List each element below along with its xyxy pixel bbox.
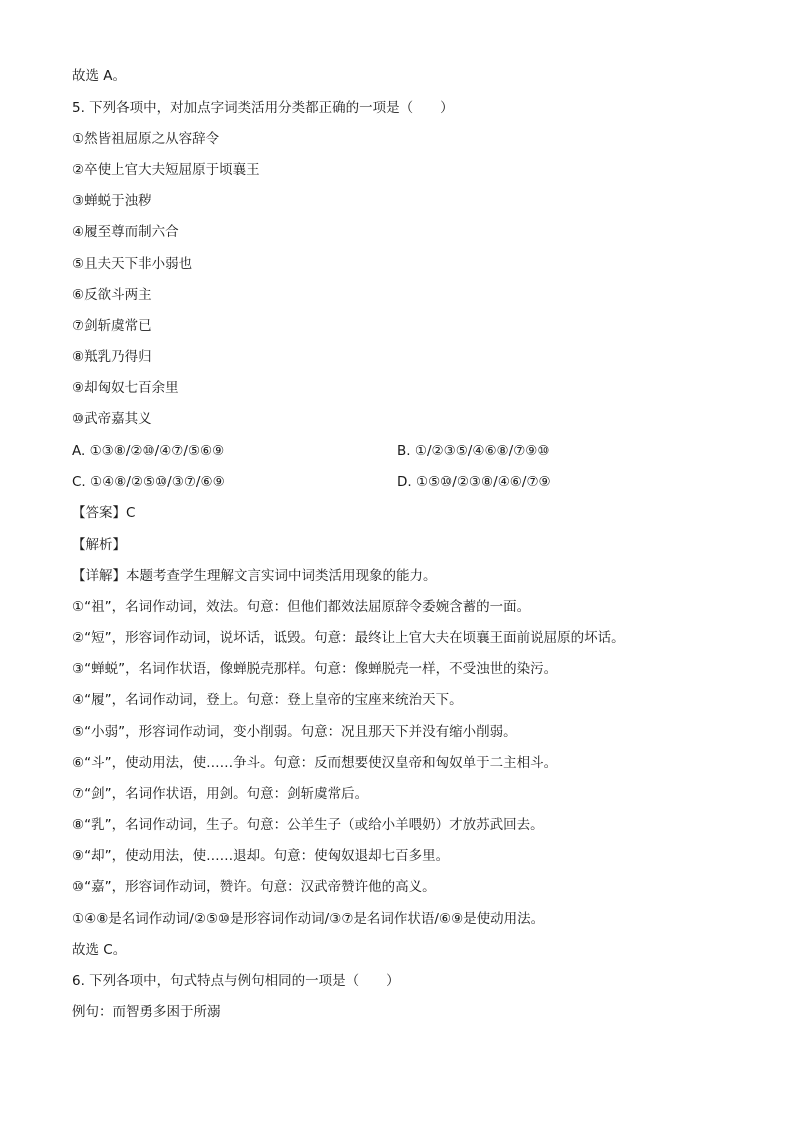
detail-line-6: ⑥“斗”，使动用法，使……争斗。句意：反而想要使汉皇帝和匈奴单于二主相斗。 [72, 755, 558, 771]
question-6-example: 例句：而智勇多困于所溺 [72, 1004, 221, 1020]
detail-line-1: ①“祖”，名词作动词，效法。句意：但他们都效法屈原辞令委婉含蓄的一面。 [72, 599, 531, 615]
question-5-item-6: ⑥反欲斗两主 [72, 287, 152, 303]
question-5-item-7: ⑦剑斩虞常已 [72, 318, 152, 334]
option-a: A. ①③⑧/②⑩/④⑦/⑤⑥⑨ [72, 443, 225, 459]
question-5-item-2: ②卒使上官大夫短屈原于顷襄王 [72, 162, 260, 178]
detail-line-8: ⑧“乳”，名词作动词，生子。句意：公羊生子（或给小羊喂奶）才放苏武回去。 [72, 817, 544, 833]
question-5-options-row-1 [72, 442, 732, 460]
question-5-item-8: ⑧羝乳乃得归 [72, 349, 152, 365]
question-6-stem: 6. 下列各项中，句式特点与例句相同的一项是（ ） [72, 973, 400, 989]
answer-line: 【答案】C [72, 505, 136, 521]
question-5-conclusion: 故选 C。 [72, 942, 127, 958]
detail-line-3: ③“蝉蜕”，名词作状语，像蝉脱壳那样。句意：像蝉脱壳一样，不受浊世的染污。 [72, 661, 558, 677]
detail-line-10: ⑩“嘉”，形容词作动词，赞许。句意：汉武帝赞许他的高义。 [72, 879, 436, 895]
analysis-label: 【解析】 [72, 537, 126, 553]
detail-line-2: ②“短”，形容词作动词，说坏话，诋毁。句意：最终让上官大夫在顷襄王面前说屈原的坏话。 [72, 630, 625, 646]
detail-line-9: ⑨“却”，使动用法，使……退却。句意：使匈奴退却七百多里。 [72, 848, 450, 864]
question-5-options-row-2 [72, 473, 732, 491]
option-c: C. ①④⑧/②⑤⑩/③⑦/⑥⑨ [72, 474, 225, 490]
question-5-stem: 5. 下列各项中，对加点字词类活用分类都正确的一项是（ ） [72, 100, 454, 116]
question-5-item-5: ⑤且夫天下非小弱也 [72, 256, 193, 272]
question-5-item-4: ④履至尊而制六合 [72, 224, 179, 240]
question-5-item-1: ①然皆祖屈原之从容辞令 [72, 131, 220, 147]
option-b: B. ①/②③⑤/④⑥⑧/⑦⑨⑩ [397, 443, 550, 459]
detail-intro: 【详解】本题考查学生理解文言实词中词类活用现象的能力。 [72, 568, 437, 584]
detail-line-4: ④“履”，名词作动词，登上。句意：登上皇帝的宝座来统治天下。 [72, 692, 463, 708]
question-5-item-10: ⑩武帝嘉其义 [72, 411, 152, 427]
detail-line-7: ⑦“剑”，名词作状语，用剑。句意：剑斩虞常后。 [72, 786, 369, 802]
detail-line-5: ⑤“小弱”，形容词作动词，变小削弱。句意：况且那天下并没有缩小削弱。 [72, 724, 517, 740]
question-5-item-9: ⑨却匈奴七百余里 [72, 380, 179, 396]
summary-line: ①④⑧是名词作动词/②⑤⑩是形容词作动词/③⑦是名词作状语/⑥⑨是使动用法。 [72, 911, 545, 927]
question-5-item-3: ③蝉蜕于浊秽 [72, 193, 152, 209]
previous-conclusion: 故选 A。 [72, 68, 127, 84]
option-d: D. ①⑤⑩/②③⑧/④⑥/⑦⑨ [397, 474, 551, 490]
